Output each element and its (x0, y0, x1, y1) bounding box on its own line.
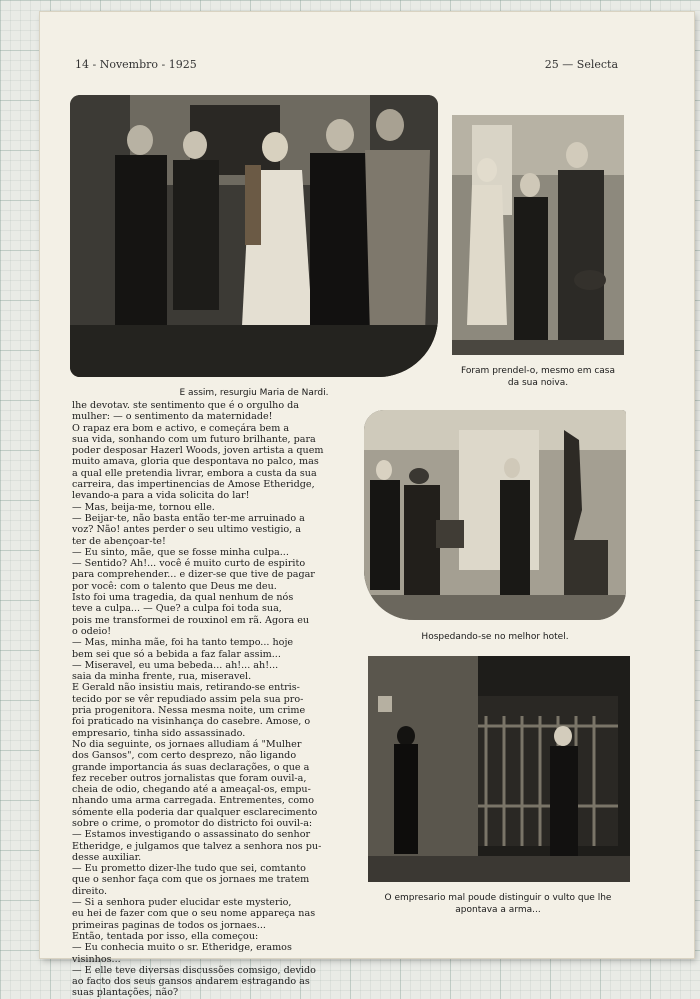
article-line: para comprehender... e dizer-se que tive de pagar (72, 569, 315, 581)
article-line: — Beijar-te, não basta então ter-me arruinado a (72, 512, 305, 524)
photo-caption-2-line-1: Foram prendel-o, mesmo em casa (460, 366, 615, 376)
article-line: suas plantações, não? (72, 987, 179, 999)
article-line: direito. (72, 885, 108, 897)
article-line: Então, tentada por isso, ella começou: (72, 930, 259, 942)
article-line: — Si a senhora puder elucidar este mysterio, (72, 897, 292, 909)
photo-caption-1: E assim, resurgiu Maria de Nardi. (179, 388, 329, 398)
photo-caption-2 (448, 365, 628, 389)
article-line: desse auxiliar. (72, 851, 142, 863)
article-line: — Eu conhecia muito o sr. Etheridge, eramos (72, 942, 292, 954)
article-line: levando-a para a vida solicita do lar! (72, 490, 250, 502)
article-line: lhe devotav. ste sentimento que é o orgulho da (72, 400, 300, 411)
article-line: O rapaz era bom e activo, e começára bem a (72, 422, 290, 434)
article-line: ao facto dos seus gansos andarem estragando as (72, 976, 310, 988)
article-line: — Mas, beija-me, tornou elle. (72, 501, 215, 513)
article-line: — Estamos investigando o assassinato do senhor (72, 829, 311, 841)
article-line: foi praticado na visinhança do casebre. Amose, o (72, 716, 311, 728)
article-line: — Eu sinto, mãe, que se fosse minha culpa... (72, 546, 289, 558)
article-line: eu hei de fazer com que o seu nome appareça nas (72, 908, 316, 920)
article-line: pria progenitora. Nessa mesma noite, um crime (72, 705, 306, 717)
article-line: tecido por se vêr repudiado assim pela sua pro- (72, 693, 304, 705)
article-line: visinhos... (72, 953, 121, 965)
article-line: mulher: — o sentimento da maternidade! (72, 411, 273, 423)
article-line: ter de abençoar-te! (72, 535, 166, 547)
article-line: a qual elle pretendia livrar, embora a custa da sua (72, 467, 317, 479)
article-line: — Eu prometto dizer-lhe tudo que sei, comtanto (72, 863, 306, 875)
article-line: saia da minha frente, rua, miseravel. (72, 671, 252, 683)
photo-hotel-lobby (364, 410, 626, 620)
photo-caption-4-line-2: apontava a arma... (455, 905, 541, 915)
article-line: fez receber outros jornalistas que foram ouvil-a, (72, 772, 307, 784)
article-line: Isto foi uma tragedia, da qual nenhum de nós (72, 592, 294, 604)
article-line: cheia de odio, chegando até a ameaçal-os, empu- (72, 784, 311, 796)
article-line: pois me transformei de rouxinol em rã. Agora eu (72, 614, 310, 626)
article-line: que o senhor faça com que os jornaes me tratem (72, 874, 310, 886)
article-line: poder desposar Hazerl Woods, joven artista a quem (72, 445, 324, 457)
article-line: carreira, das impertinencias de Amose Etheridge, (72, 479, 315, 491)
issue-date: 14 - Novembro - 1925 (75, 58, 197, 71)
photo-caption-2-line-2: da sua noiva. (507, 378, 569, 388)
article-body (72, 400, 350, 999)
article-line: dos Gansos", com certo desprezo, não ligando (72, 750, 297, 762)
article-line: sómente ella poderia dar qualquer esclarecimento (72, 806, 318, 818)
photo-caption-4 (350, 892, 646, 916)
article-line: grande importancia ás suas declarações, o que a (72, 761, 310, 773)
photo-caption-4-line-1: O empresario mal poude distinguir o vulto que lhe (384, 893, 612, 903)
article-line: muito amava, gloria que despontava no palco, mas (72, 456, 319, 468)
article-line: por você: com o talento que Deus me deu. (72, 580, 277, 592)
photo-caption-3: Hospedando-se no melhor hotel. (421, 632, 569, 642)
article-line: sobre o crime, o promotor do districto foi ouvil-a: (72, 817, 313, 829)
page-number-magazine: 25 — Selecta (544, 58, 618, 71)
article-line: Etheridge, e julgamos que talvez a senhora nos pu- (72, 840, 322, 852)
article-line: — E elle teve diversas discussões comsigo, devido (72, 964, 316, 976)
article-line: primeiras paginas de todos os jornaes... (72, 919, 266, 931)
article-line: nhando uma arma carregada. Entrementes, como (72, 795, 315, 807)
article-line: — Mas, minha mãe, foi ha tanto tempo... hoje (72, 637, 294, 649)
article-line: — Sentido? Ah!... você é muito curto de espirito (72, 558, 306, 570)
photo-night-gate (368, 656, 630, 882)
article-line: bem sei que só a bebida a faz falar assim... (72, 648, 281, 660)
photo-crowd-scene (70, 95, 438, 377)
article-line: teve a culpa... — Que? a culpa foi toda sua, (72, 603, 282, 615)
article-line: E Gerald não insistiu mais, retirando-se entris- (72, 682, 300, 694)
article-line: o odeio! (72, 625, 112, 637)
article-line: — Miseravel, eu uma bebeda... ah!... ah!... (72, 659, 279, 671)
photo-arrest-scene (452, 115, 624, 355)
article-line: No dia seguinte, os jornaes alludiam á "Mulher (72, 738, 302, 750)
article-line: sua vida, sonhando com um futuro brilhante, para (72, 433, 316, 445)
article-line: voz? Não! antes perder o seu ultimo vestigio, a (72, 524, 301, 536)
article-line: empresario, tinha sido assassinado. (72, 727, 246, 739)
